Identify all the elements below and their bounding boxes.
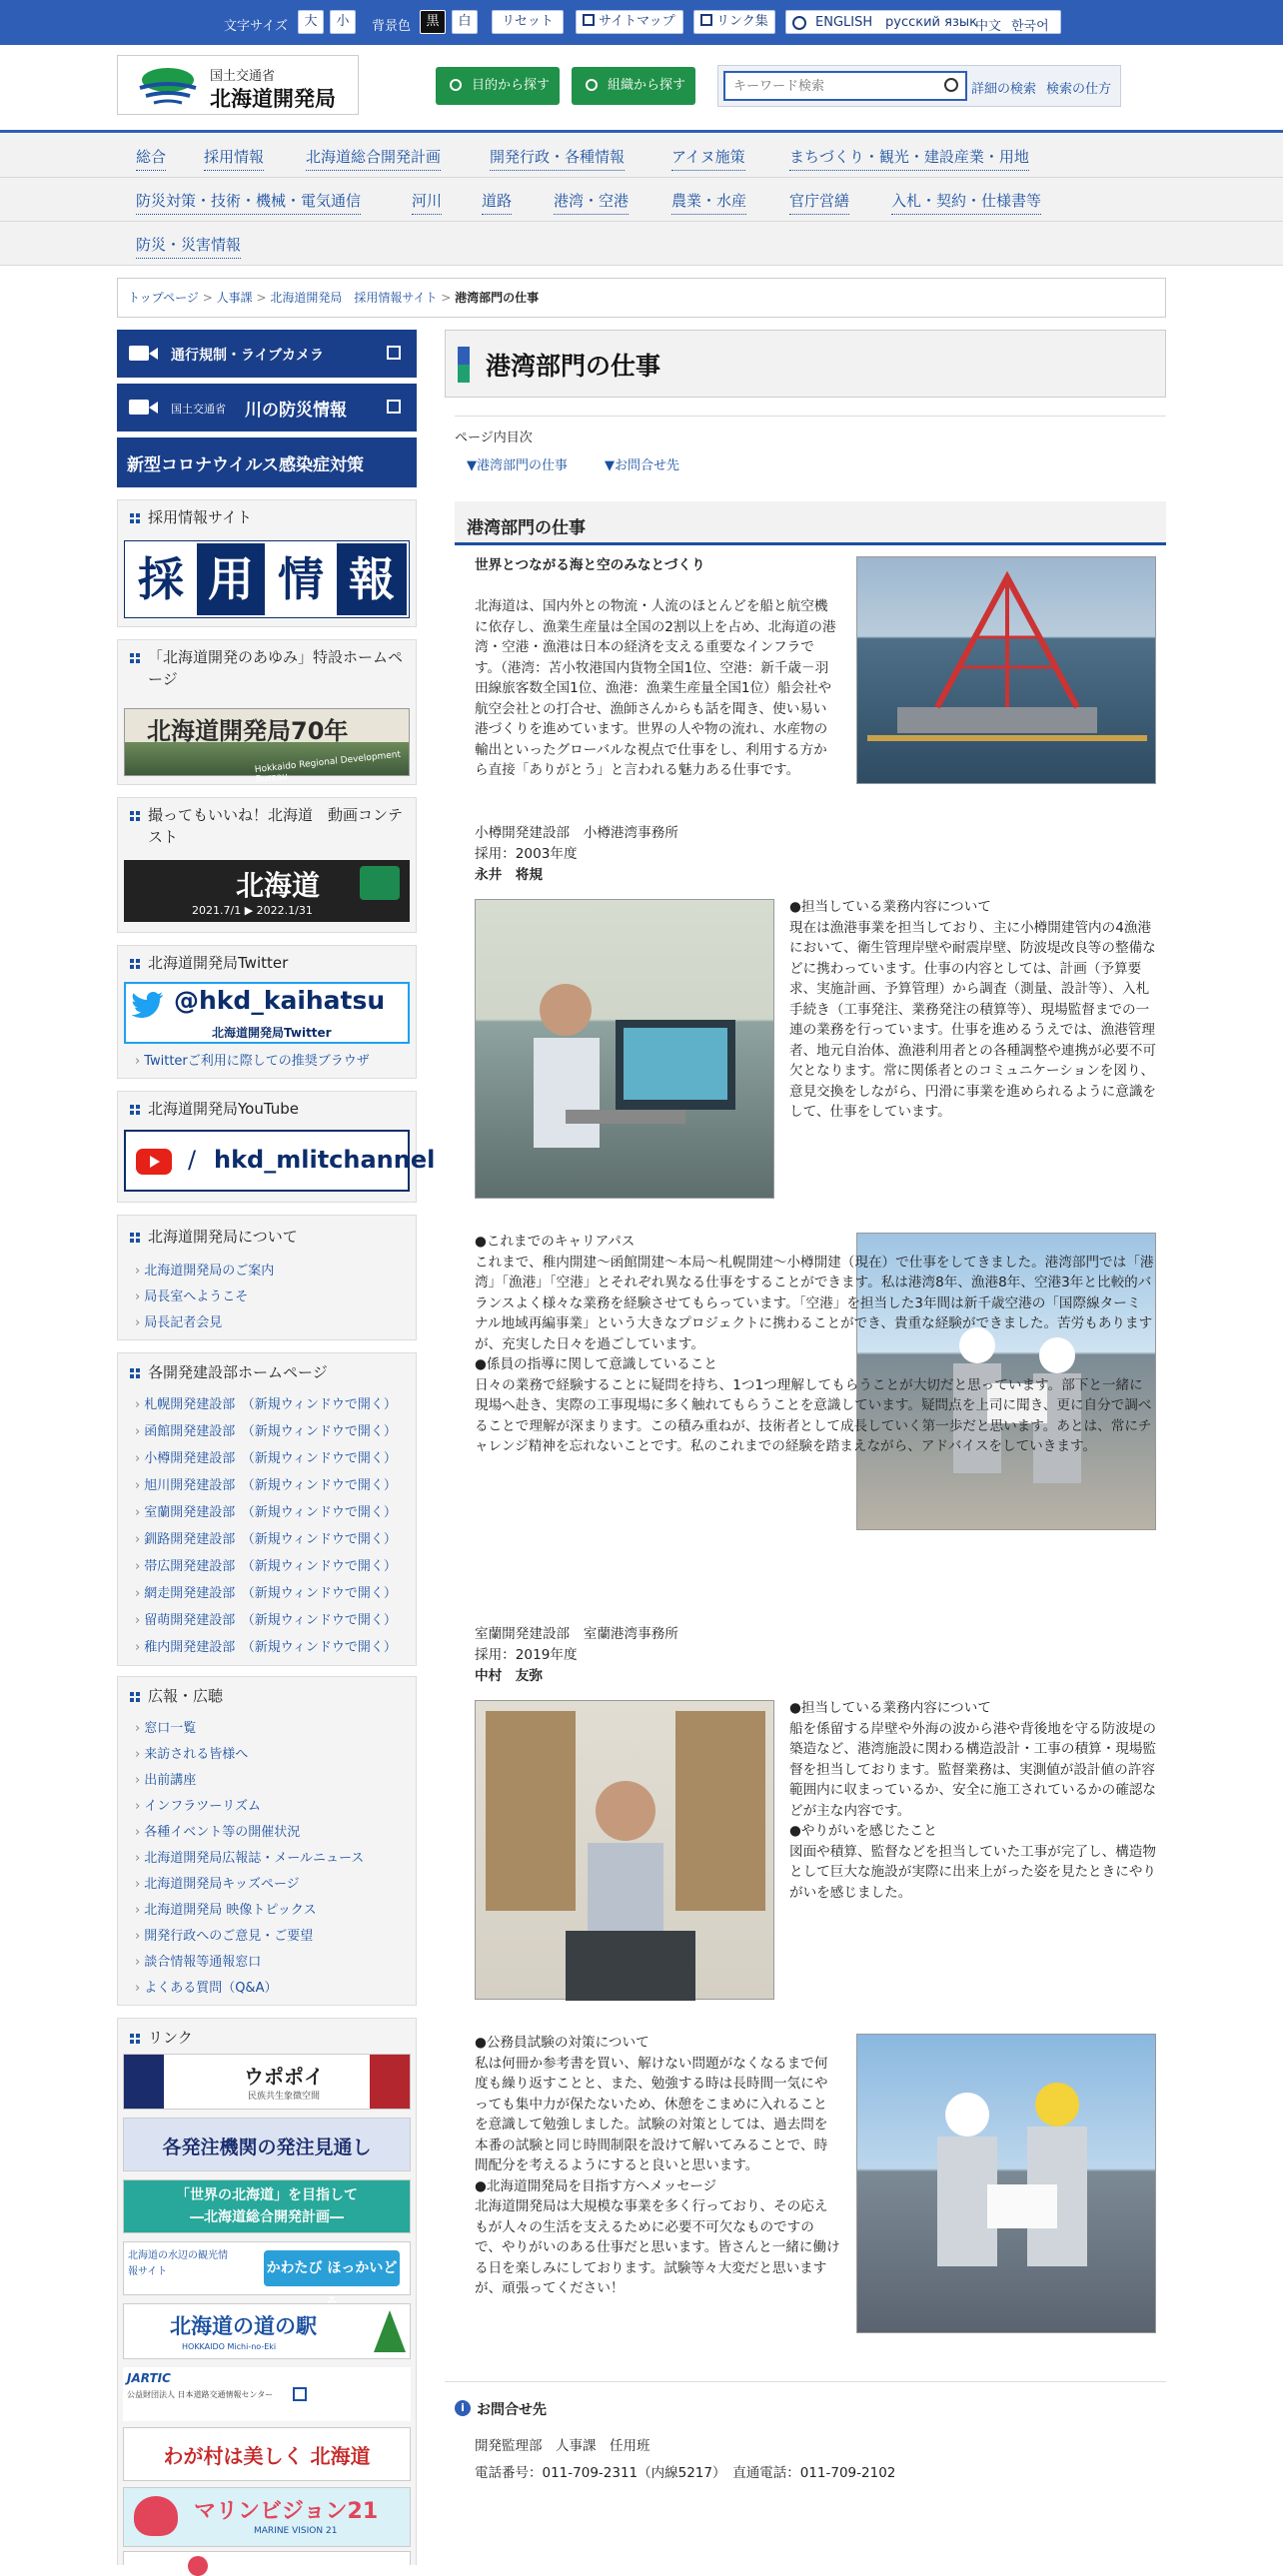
recruit-char-4: 報 xyxy=(337,543,407,615)
section-heading xyxy=(455,501,1166,545)
office-worker-illustration-icon xyxy=(476,1701,775,2001)
about-link-press[interactable]: › 局長記者会見 xyxy=(135,1311,222,1330)
ayumi-title-text: 「北海道開発のあゆみ」特設ホームページ xyxy=(148,648,404,688)
toc-link-work[interactable]: ▼港湾部門の仕事 xyxy=(467,458,568,473)
pr-title-text: 広報・広聴 xyxy=(148,1687,224,1705)
next-link-banner[interactable] xyxy=(123,2551,411,2565)
keyword-search-input[interactable] xyxy=(723,71,967,101)
links-label: リンク集 xyxy=(716,14,768,29)
person2-exam-text: ●公務員試験の対策について 私は何冊か参考書を買い、解けない問題がなくなるまで何度も繰り返すことと、また、勉強する時は長時間一気にやっても集中力が保たないため、休憩をこまめに入れることを意識して勉強しました。試験の対策としては、過去問を本番の試験と同じ時間制限を設けて解いてみることで、時間配分を考えるようにすると良いと思います。 ●北海道開発局を目指す方へメッセージ 北海道開発局は大規模な事業を多く行っており、その応えもが人々の生活を支えるために必要不可欠なものですので、やりがいのある仕事だと思います。皆さんと一緒に働ける日を楽しみにしております。試験等々大変だと思いますが、頑張ってください！ xyxy=(475,2035,840,2296)
page-title-box xyxy=(445,330,1166,398)
order-outlook-banner-text: 各発注機関の発注見通し xyxy=(162,2137,372,2158)
nav-recruit[interactable]: 採用情報 xyxy=(204,148,265,166)
traffic-camera-label: 通行規制・ライブカメラ xyxy=(171,348,325,364)
nav-disaster-tech[interactable]: 防災対策・技術・機械・電気通信 xyxy=(136,192,362,210)
breadcrumb-current: 港湾部門の仕事 xyxy=(455,291,540,305)
logo-bureau-text: 北海道開発局 xyxy=(210,87,336,111)
section-heading-text: 港湾部門の仕事 xyxy=(467,518,586,538)
traffic-camera-button[interactable] xyxy=(117,330,417,378)
nav-development-plan[interactable]: 北海道総合開発計画 xyxy=(306,148,442,166)
twitter-box xyxy=(117,945,417,1079)
lang-chinese-link[interactable]: 中文 xyxy=(975,19,1002,34)
search-howto-link[interactable]: 検索の仕方 xyxy=(1046,82,1112,97)
nav-general[interactable]: 総合 xyxy=(136,148,167,166)
grid-bullet-icon xyxy=(130,1233,140,1243)
sitemap-button[interactable] xyxy=(576,10,683,34)
person1-career-text: ●これまでのキャリアパス これまで、稚内開建～函館開建～本局～札幌開建～小樽開建（現在）で仕事をしてきました。港湾部門では「港湾」「漁港」「空港」とそれぞれ異なる仕事をすることができます。私は港湾8年、漁港8年、空港3年と比較的バランスよく様々な業務を経験させてもらっています。「空港」を担当した3年間は新千歳空港の「国際線ターミナル地域再編事業」という大きなプロジェクトに携わることができ、貴重な経験ができました。苦労もありますが、充実した日々を過ごしています。 ●係員の指導に関して意識していること 日々の業務で経験することに疑問を持ち、1つ1つ理解してもらうことが大切だと思っています。部下と一緒に現場へ赴き、実際の工事現場に多く触れてもらうことを意識しています。疑問点を上司に聞き、更に自分で調べることで理解が深まります。この積み重ねが、技術者として成長していく第一歩だと思います。あとは、常にチャレンジ精神を忘れないことです。私のこれまでの経験を踏まえながら、アドバイスをしていきます。 xyxy=(475,1234,1154,1454)
nav-rivers[interactable]: 河川 xyxy=(412,192,443,210)
breadcrumb-recruit-site[interactable]: 北海道開発局 採用情報サイト xyxy=(270,291,438,305)
site-workers-illustration-icon xyxy=(857,2035,1157,2334)
development-plan-banner-text: 「世界の北海道」を目指して ―北海道総合開発計画― xyxy=(176,2187,358,2225)
marine-vision-banner-text: マリンビジョン21 xyxy=(194,2499,379,2524)
dept-link-hakodate[interactable]: › 函館開発建設部 （新規ウィンドウで開く） xyxy=(135,1420,397,1439)
about-link-guide[interactable]: › 北海道開発局のご案内 xyxy=(135,1260,274,1279)
external-link-icon xyxy=(293,2387,307,2401)
harbor-crane-photo xyxy=(856,556,1156,784)
video-camera-icon xyxy=(129,400,149,415)
video-contest-title-text: 撮ってもいいね！北海道 動画コンテスト xyxy=(148,806,404,846)
text-size-small-button[interactable]: 小 xyxy=(330,10,356,34)
dept-link-sapporo[interactable]: › 札幌開発建設部 （新規ウィンドウで開く） xyxy=(135,1393,397,1412)
pr-link-7[interactable]: › 北海道開発局キッズページ xyxy=(135,1873,300,1892)
departments-title-text: 各開発建設部ホームページ xyxy=(148,1363,328,1381)
nav-building[interactable]: 官庁営繕 xyxy=(789,192,850,210)
contact-heading: お問合せ先 xyxy=(477,2402,547,2418)
grid-bullet-icon xyxy=(130,653,140,663)
reset-button[interactable]: リセット xyxy=(492,10,564,34)
nav-roads[interactable]: 道路 xyxy=(482,192,513,210)
breadcrumb: トップページ > 人事課 > 北海道開発局 採用情報サイト > 港湾部門の仕事 xyxy=(117,278,1166,318)
nav-bidding[interactable]: 入札・契約・仕様書等 xyxy=(891,192,1042,210)
pr-link-11[interactable]: › よくある質問（Q&A） xyxy=(135,1977,277,1996)
person2-office-photo xyxy=(475,1700,774,2000)
kawatabi-banner-text: かわたび ほっかいど xyxy=(264,2250,400,2286)
globe-icon xyxy=(792,16,806,30)
grid-bullet-icon xyxy=(130,1105,140,1115)
dept-link-asahikawa[interactable]: › 旭川開発建設部 （新規ウィンドウで開く） xyxy=(135,1474,397,1493)
links-title-text: リンク xyxy=(148,2029,193,2047)
bg-black-button[interactable]: 黒 xyxy=(420,10,446,34)
search-by-org-button[interactable] xyxy=(572,67,695,105)
youtube-play-triangle-icon xyxy=(150,1156,160,1168)
dept-link-muroran[interactable]: › 室蘭開発建設部 （新規ウィンドウで開く） xyxy=(135,1501,397,1520)
external-link-icon xyxy=(700,14,712,26)
contact-department: 開発監理部 人事課 任用班 xyxy=(475,2438,650,2454)
grid-bullet-icon xyxy=(130,513,140,523)
search-box xyxy=(717,65,1121,107)
search-submit-icon[interactable] xyxy=(944,78,958,92)
nav-agri-fish[interactable]: 農業・水産 xyxy=(671,192,747,210)
person1-hire-year: 採用：2003年度 xyxy=(475,846,578,862)
office-worker-illustration-icon xyxy=(476,900,775,1200)
heart-icon xyxy=(134,2496,178,2536)
pr-link-8[interactable]: › 北海道開発局 映像トピックス xyxy=(135,1899,317,1918)
pr-link-4[interactable]: › インフラツーリズム xyxy=(135,1795,261,1814)
ayumi-banner[interactable] xyxy=(124,708,410,785)
person1-duty-text: ●担当している業務内容について 現在は漁港事業を担当しており、主に小樽開建管内の4漁港において、衛生管理岸壁や耐震岸壁、防波堤改良等の整備などに携わっています。仕事の内容としては、計画（予算要求、実施計画、予算管理）から調査（測量、設計等）、入札手続き（工事発注、業務発注の積算等）、現場監督までの一連の業務を行っています。仕事を進めるうえでは、漁港管理者、地元自治体、漁港利用者との各種調整や連携が必要不可欠となります。常に関係者とのコミュニケーションを図り、意見交換をしながら、円滑に事業を進められるように意識をして、仕事をしています。 xyxy=(789,899,1157,1120)
contact-section xyxy=(445,2381,1166,2565)
recruit-site-banner[interactable] xyxy=(124,540,410,618)
breadcrumb-personnel[interactable]: 人事課 xyxy=(216,291,253,305)
youtube-handle: hkd_mlitchannel xyxy=(214,1146,436,1174)
jartic-banner-text: JARTIC xyxy=(127,2371,171,2385)
person2-name: 中村 友弥 xyxy=(475,1668,543,1684)
video-contest-dates: 2021.7/1 ▶ 2022.1/31 xyxy=(192,904,313,917)
search-by-purpose-label: 目的から探す xyxy=(472,78,551,93)
twitter-browser-note-link[interactable]: › Twitterご利用に際しての推奨ブラウザ xyxy=(135,1050,370,1069)
sitemap-icon xyxy=(583,14,595,26)
youtube-title-text: 北海道開発局YouTube xyxy=(148,1100,299,1118)
bg-color-label: 背景色 xyxy=(372,19,412,34)
grid-bullet-icon xyxy=(130,2034,140,2044)
dept-link-rumoi[interactable]: › 留萌開発建設部 （新規ウィンドウで開く） xyxy=(135,1609,397,1628)
video-contest-banner[interactable] xyxy=(124,860,410,922)
video-contest-badge xyxy=(360,866,400,900)
recruit-site-box xyxy=(117,499,417,627)
pr-link-9[interactable]: › 開発行政へのご意見・ご要望 xyxy=(135,1925,313,1944)
person2-hire-year: 採用：2019年度 xyxy=(475,1647,578,1663)
recruit-char-3: 情 xyxy=(267,543,335,615)
person1-name: 永井 将規 xyxy=(475,867,543,883)
about-title xyxy=(130,1226,298,1248)
pr-title xyxy=(130,1685,223,1707)
dept-link-obihiro[interactable]: › 帯広開発建設部 （新規ウィンドウで開く） xyxy=(135,1555,397,1574)
grid-bullet-icon xyxy=(130,1692,140,1702)
lang-russian-link[interactable]: русский язык xyxy=(885,15,977,30)
external-window-icon xyxy=(387,400,401,414)
pr-box xyxy=(117,1676,417,2006)
twitter-title xyxy=(130,952,288,974)
logo-emblem-icon xyxy=(138,66,198,106)
links-title xyxy=(130,2027,193,2049)
site-logo[interactable] xyxy=(117,55,359,115)
person1-office: 小樽開発建設部 小樽港湾事務所 xyxy=(475,825,678,841)
pr-link-5[interactable]: › 各種イベント等の開催状況 xyxy=(135,1821,300,1840)
pr-link-6[interactable]: › 北海道開発局広報誌・メールニュース xyxy=(135,1847,364,1866)
twitter-banner-subtext: 北海道開発局Twitter xyxy=(212,1026,332,1040)
contact-phone: 電話番号：011-709-2311（内線5217） 直通電話：011-709-2102 xyxy=(475,2465,896,2481)
global-nav-row-3 xyxy=(0,222,1283,266)
video-camera-lens-icon xyxy=(149,348,158,360)
person1-office-photo xyxy=(475,899,774,1199)
crane-ship-illustration-icon xyxy=(857,557,1157,785)
recruit-char-2: 用 xyxy=(197,543,265,615)
michi-no-eki-banner[interactable] xyxy=(123,2303,411,2359)
bg-white-button[interactable]: 白 xyxy=(452,10,478,34)
nav-ports-airports[interactable]: 港湾・空港 xyxy=(554,192,630,210)
twitter-handle: @hkd_kaihatsu xyxy=(174,986,386,1015)
order-outlook-banner[interactable] xyxy=(123,2118,411,2171)
title-accent-bar xyxy=(458,347,470,383)
jartic-banner[interactable] xyxy=(123,2367,411,2421)
marine-vision-banner[interactable] xyxy=(123,2487,411,2547)
youtube-title xyxy=(130,1098,299,1120)
search-by-purpose-button[interactable] xyxy=(436,67,560,105)
dept-link-abashiri[interactable]: › 網走開発建設部 （新規ウィンドウで開く） xyxy=(135,1582,397,1601)
video-contest-banner-text: 北海道 xyxy=(236,869,321,902)
sitemap-label: サイトマップ xyxy=(599,14,675,29)
departments-box xyxy=(117,1352,417,1666)
toc-link-contact[interactable]: ▼お問合せ先 xyxy=(605,458,679,473)
utility-bar xyxy=(0,0,1283,45)
development-plan-banner[interactable] xyxy=(123,2179,411,2233)
river-disaster-info-button[interactable] xyxy=(117,384,417,431)
covid-label: 新型コロナウイルス感染症対策 xyxy=(127,455,364,475)
pr-link-10[interactable]: › 談合情報等通報窓口 xyxy=(135,1951,261,1970)
about-title-text: 北海道開発局について xyxy=(148,1228,298,1246)
nav-administration[interactable]: 開発行政・各種情報 xyxy=(490,148,626,166)
search-icon xyxy=(450,79,462,91)
departments-title xyxy=(130,1361,328,1383)
toc-label: ページ内目次 xyxy=(455,430,533,445)
grid-bullet-icon xyxy=(130,811,140,821)
lang-korean-link[interactable]: 한국어 xyxy=(1011,19,1049,34)
upopoy-banner-text: ウポポイ xyxy=(244,2065,324,2089)
intro-title: 世界とつながる海と空のみなとづくり xyxy=(475,557,705,573)
youtube-box xyxy=(117,1091,436,1203)
site-header xyxy=(0,45,1283,133)
kawatabi-banner-subtext: 北海道の水辺の観光情報サイト xyxy=(128,2250,228,2277)
logo-ministry-text: 国土交通省 xyxy=(210,69,276,84)
search-icon xyxy=(586,79,598,91)
about-box xyxy=(117,1215,417,1340)
ayumi-banner-text: 北海道開発局70年 xyxy=(147,717,349,745)
video-camera-lens-icon xyxy=(149,402,158,414)
ayumi-title xyxy=(130,646,410,690)
video-contest-box xyxy=(117,797,417,933)
lang-english-link[interactable]: ENGLISH xyxy=(815,15,873,30)
nav-disaster-info[interactable]: 防災・災害情報 xyxy=(136,236,242,254)
advanced-search-link[interactable]: 詳細の検索 xyxy=(971,82,1037,97)
tree-icon xyxy=(374,2310,406,2352)
person2-duty-text: ●担当している業務内容について 船を係留する岸壁や外海の波から港や背後地を守る防波堤の築造など、港湾施設に関わる構造設計・工事の積算・現場監督を担当しております。監督業務は、実測値が設計値の許容範囲内に収まっているか、安全に施工されているかの確認などが主な内容です。 ●やりがいを感じたこと 図面や積算、監督などを担当していた工事が完了し、構造物として巨大な施設が実際に出来上がった姿を見たときにやりがいを感じました。 xyxy=(789,1700,1157,1901)
nav-ainu[interactable]: アイヌ施策 xyxy=(671,148,745,166)
youtube-banner[interactable]: / hkd_mlitchannel xyxy=(124,1130,410,1192)
dept-link-kushiro[interactable]: › 釧路開発建設部 （新規ウィンドウで開く） xyxy=(135,1528,397,1547)
kawatabi-banner[interactable] xyxy=(123,2241,411,2295)
person2-office: 室蘭開発建設部 室蘭港湾事務所 xyxy=(475,1626,678,1642)
covid-button[interactable] xyxy=(117,437,417,487)
beautiful-village-banner-text: わが村は美しく 北海道 xyxy=(163,2444,371,2468)
person2-site-photo xyxy=(856,2034,1156,2333)
recruit-site-title xyxy=(130,506,252,528)
banner-partial-icon xyxy=(188,2556,208,2576)
twitter-title-text: 北海道開発局Twitter xyxy=(148,954,289,972)
ayumi-box xyxy=(117,639,417,785)
dept-link-wakkanai[interactable]: › 稚内開発建設部 （新規ウィンドウで開く） xyxy=(135,1636,397,1655)
twitter-bird-icon xyxy=(132,992,164,1018)
external-window-icon xyxy=(387,346,401,360)
river-btn-label: 川の防災情報 xyxy=(245,401,347,421)
beautiful-village-banner[interactable] xyxy=(123,2427,411,2481)
info-icon: i xyxy=(455,2400,471,2416)
recruit-char-1: 採 xyxy=(127,543,195,615)
video-contest-title xyxy=(130,804,410,848)
video-camera-icon xyxy=(129,346,149,361)
marine-vision-banner-subtext: MARINE VISION 21 xyxy=(254,2526,338,2536)
pr-link-2[interactable]: › 来訪される皆様へ xyxy=(135,1743,248,1762)
links-button[interactable] xyxy=(693,10,775,34)
river-btn-ministry: 国土交通省 xyxy=(171,403,226,416)
jartic-banner-subtext: 公益財団法人 日本道路交通情報センター xyxy=(127,2390,274,2399)
page-title: 港湾部門の仕事 xyxy=(486,352,661,381)
nav-town-planning[interactable]: まちづくり・観光・建設産業・用地 xyxy=(789,148,1029,166)
upopoy-banner[interactable] xyxy=(123,2054,411,2110)
text-size-large-button[interactable]: 大 xyxy=(298,10,324,34)
global-nav xyxy=(0,134,1283,266)
recruit-site-title-text: 採用情報サイト xyxy=(148,508,252,526)
global-nav-row-2 xyxy=(0,178,1283,222)
text-size-label: 文字サイズ xyxy=(224,19,288,34)
dept-link-otaru[interactable]: › 小樽開発建設部 （新規ウィンドウで開く） xyxy=(135,1447,397,1466)
grid-bullet-icon xyxy=(130,1368,140,1378)
upopoy-banner-subtext: 民族共生象徴空間 xyxy=(248,2092,321,2102)
ayumi-banner-subtext: Hokkaido Regional Development Bureau xyxy=(254,749,402,785)
page-toc xyxy=(455,416,1166,475)
pr-link-3[interactable]: › 出前講座 xyxy=(135,1769,196,1788)
global-nav-row-1 xyxy=(0,134,1283,178)
michi-no-eki-banner-subtext: HOKKAIDO Michi-no-Eki xyxy=(182,2342,277,2351)
michi-no-eki-banner-text: 北海道の道の駅 xyxy=(170,2314,317,2338)
about-link-director[interactable]: › 局長室へようこそ xyxy=(135,1286,248,1304)
breadcrumb-top[interactable]: トップページ xyxy=(128,291,199,305)
search-by-org-label: 組織から探す xyxy=(608,78,686,93)
twitter-banner[interactable] xyxy=(124,982,410,1044)
pr-link-1[interactable]: › 窓口一覧 xyxy=(135,1717,196,1736)
intro-text: 北海道は、国内外との物流・人流のほとんどを船と航空機に依存し、漁業生産量は全国の2割以上を占め、北海道の港湾・空港・漁港は日本の経済を支える重要なインフラです。（港湾：苫小牧港国内貨物全国1位、空港：新千歳－羽田線旅客数全国1位、漁港：漁業生産量全国1位）船会社や航空会社との打合せ、漁師さんからも話を聞き、使い易い港づくりを進めています。世界の人や物の流れ、水産物の輸出といったグローバルな視点で仕事をし、利用する方から直接「ありがとう」と言われる魅力ある仕事です。 xyxy=(475,598,836,778)
grid-bullet-icon xyxy=(130,959,140,969)
